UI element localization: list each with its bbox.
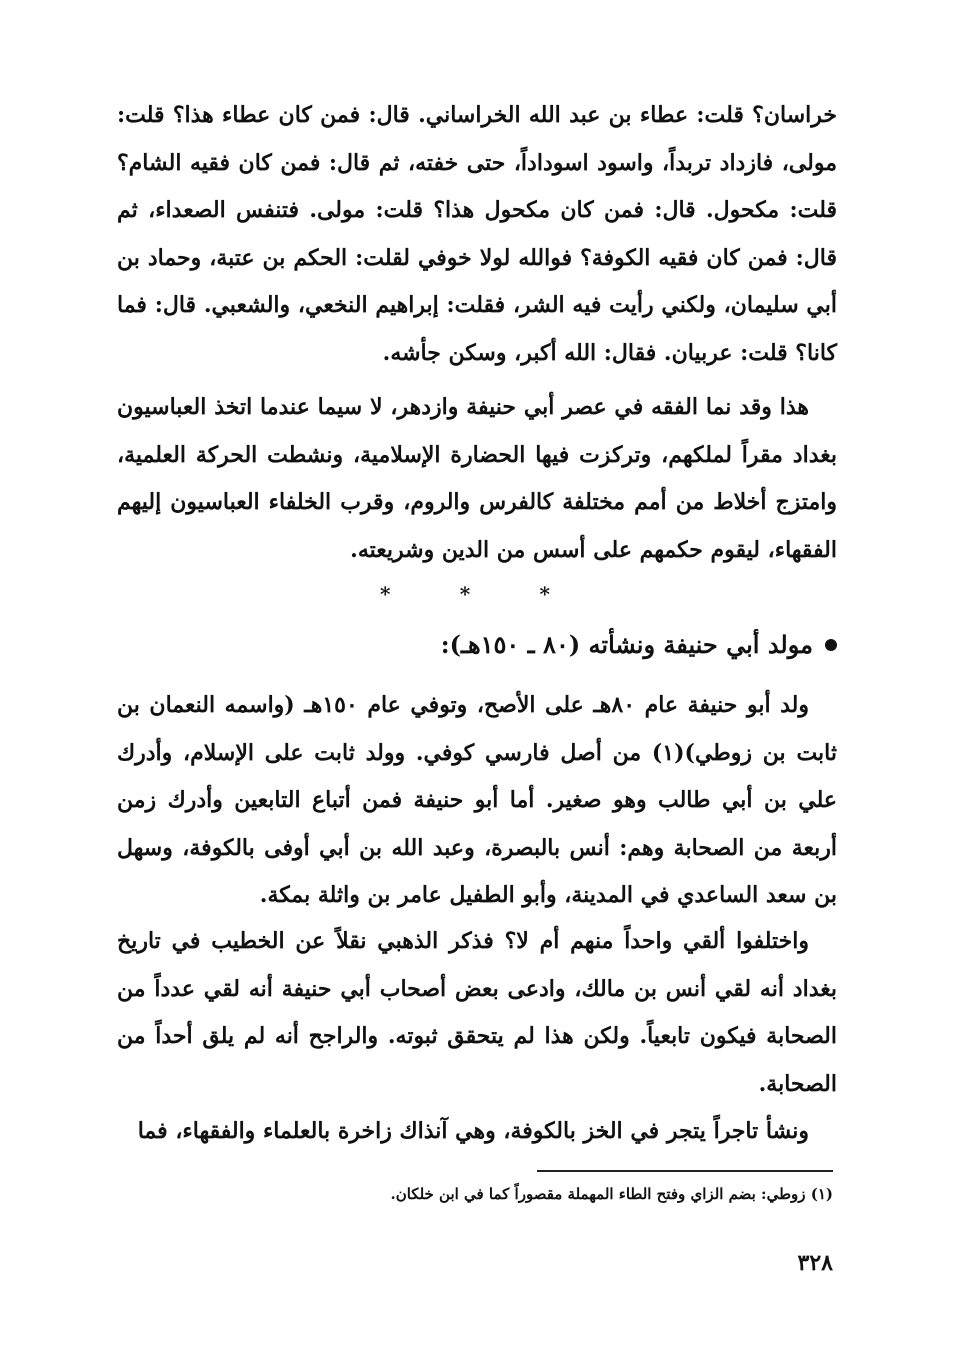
section-heading [117,623,837,667]
paragraph-text: خراسان؟ قلت: عطاء بن عبد الله الخراساني. قال: فمن كان عطاء هذا؟ قلت: مولى، فازداد تربداً، واسود اسوداداً، حتى خفته، ثم قال: فمن كان فقيه الشام؟ قلت: مكحول. قال: فمن كان مكحول هذا؟ قلت: مولى. فتنفس الصعداء، ثم قال: فمن كان فقيه الكوفة؟ فوالله لولا خوفي لقلت: الحكم بن عتبة، وحماد بن أبي سليمان، ولكني رأيت فيه الشر، فقلت: إبراهيم النخعي، والشعبي. قال: فما كانا؟ قلت: عربيان. فقال: الله أكبر، وسكن جأشه. [117,102,837,366]
bullet-icon [825,639,837,651]
paragraph-text: ولد أبو حنيفة عام ٨٠هـ على الأصح، وتوفي عام ١٥٠هـ (واسمه النعمان بن ثابت بن زوطي)(١) من أصل فارسي كوفي. وولد ثابت على الإسلام، وأدرك علي بن أبي طالب وهو صغير. أما أبو حنيفة فمن أتباع التابعين وأدرك زمن أربعة من الصحابة وهم: أنس بالبصرة، وعبد الله بن أبي أوفى بالكوفة، وسهل بن سعد الساعدي في المدينة، وأبو الطفيل عامر بن واثلة بمكة. [117,692,837,908]
paragraph-2 [117,384,837,574]
asterisk: * [459,582,471,606]
paragraph-5 [117,1108,837,1156]
page-number: ٣٢٨ [797,1250,833,1276]
asterisk: * [539,582,550,606]
asterisk: * [380,582,391,606]
section-separator [380,582,550,606]
paragraph-4 [117,918,837,1108]
paragraph-text: هذا وقد نما الفقه في عصر أبي حنيفة وازدهر، لا سيما عندما اتخذ العباسيون بغداد مقراً لملكهم، وتركزت فيها الحضارة الإسلامية، ونشطت الحركة العلمية، وامتزج أخلاط من أمم مختلفة كالفرس والروم، وقرب الخلفاء العباسيون إليهم الفقهاء، ليقوم حكمهم على أسس من الدين وشريعته. [117,394,837,563]
paragraph-text: واختلفوا ألقي واحداً منهم أم لا؟ فذكر الذهبي نقلاً عن الخطيب في تاريخ بغداد أنه لقي أنس بن مالك، وادعى بعض أصحاب أبي حنيفة أنه لقي عدداً من الصحابة فيكون تابعياً. ولكن هذا لم يتحقق ثبوته. والراجح أنه لم يلق أحداً من الصحابة. [117,928,837,1097]
footnote-divider [537,1170,833,1172]
section-heading-text: مولد أبي حنيفة ونشأته (٨٠ ـ ١٥٠هـ): [440,630,813,659]
paragraph-text: ونشأ تاجراً يتجر في الخز بالكوفة، وهي آنذاك زاخرة بالعلماء والفقهاء، فما [137,1118,809,1144]
paragraph-3 [117,682,837,920]
paragraph-1 [117,92,837,377]
footnote: (١) زوطي: بضم الزاي وفتح الطاء المهملة مقصوراً كما في ابن خلكان. [390,1185,833,1203]
